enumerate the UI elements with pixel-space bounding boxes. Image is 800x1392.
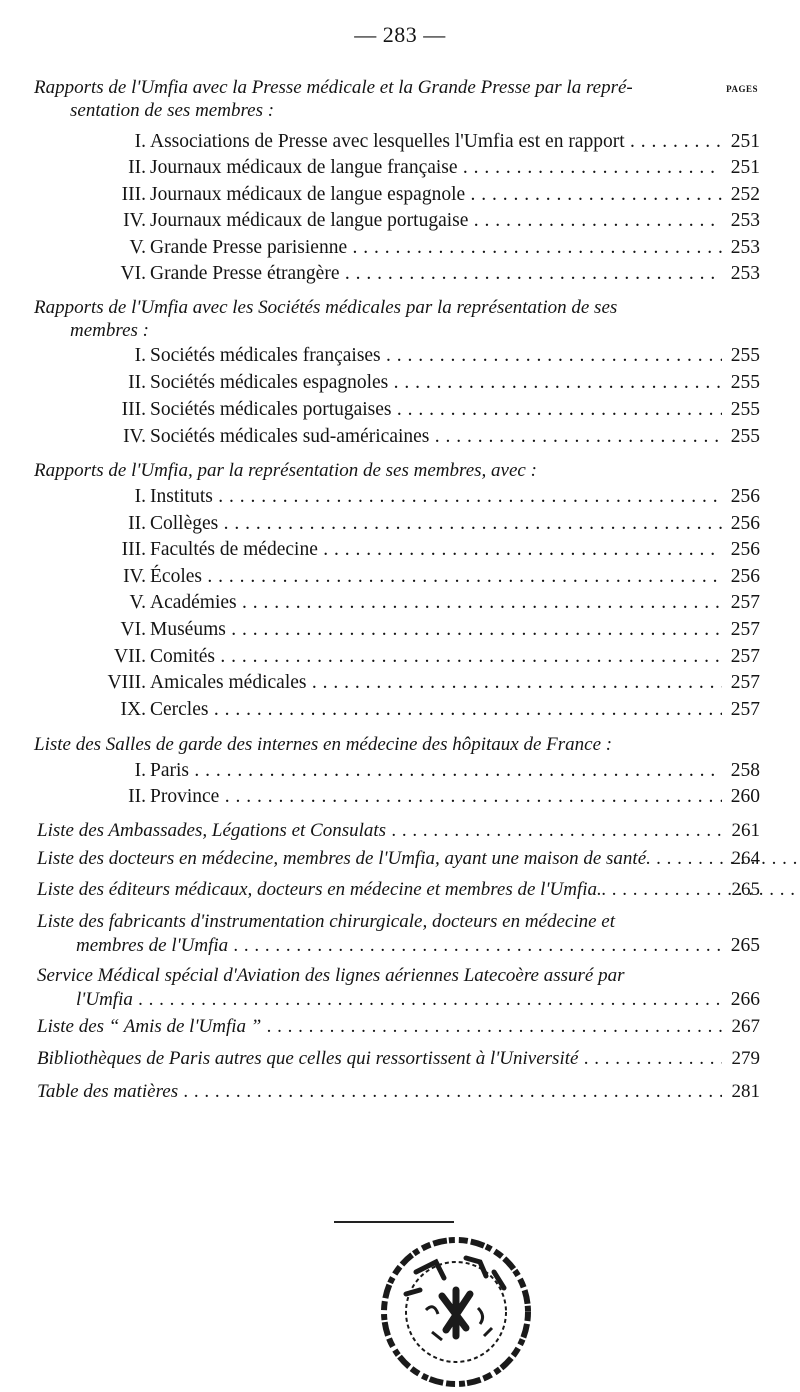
entry-label: Facultés de médecine . . . — [150, 537, 722, 563]
entry-label: Paris . . . — [150, 758, 722, 784]
entry-label: Service Médical spécial d'Aviation des lignes aériennes Latecoère assuré par — [37, 965, 625, 986]
toc-entry[interactable] — [0, 784, 800, 810]
entry-label: Bibliothèques de Paris autres que celles qui ressortissent à l'Université . . . — [37, 1046, 722, 1072]
entry-number: III. — [121, 399, 146, 420]
divider-rule — [334, 1221, 454, 1223]
toc-entry[interactable] — [0, 644, 800, 670]
toc-entry[interactable] — [0, 511, 800, 537]
entry-label: Écoles . . . — [150, 564, 722, 590]
section-heading-institutions — [34, 459, 714, 482]
entry-page: 260 — [730, 786, 760, 807]
entry-page: 257 — [730, 592, 760, 613]
entry-number: III. — [121, 184, 146, 205]
section-heading-line: Liste des Salles de garde des internes en médecine des hôpitaux de France : — [34, 734, 613, 755]
entry-label: Sociétés médicales sud-américaines . . . — [150, 424, 722, 450]
toc-entry[interactable] — [0, 1079, 800, 1105]
library-stamp — [376, 1232, 536, 1392]
entry-page: 279 — [731, 1048, 760, 1069]
section-heading-societes — [34, 296, 714, 342]
toc-entry[interactable] — [0, 617, 800, 643]
section-heading-presse — [34, 76, 714, 122]
toc-entry[interactable] — [0, 129, 800, 155]
entry-page: 265 — [730, 935, 760, 956]
toc-entry[interactable] — [0, 261, 800, 287]
toc-entry[interactable] — [0, 1046, 800, 1072]
entry-label: Sociétés médicales françaises . . . — [150, 343, 722, 369]
entry-page: 257 — [730, 646, 760, 667]
entry-label-continued: membres de l'Umfia . . . — [76, 934, 722, 958]
entry-label: Liste des Ambassades, Légations et Consulats . . . — [37, 818, 722, 844]
entry-number: III. — [121, 539, 146, 560]
entry-label-continued: l'Umfia . . . — [76, 988, 722, 1012]
section-heading-line: Rapports de l'Umfia avec la Presse médicale et la Grande Presse par la repré- — [34, 77, 633, 98]
entry-page: 257 — [730, 672, 760, 693]
entry-page: 265 — [731, 879, 760, 900]
entry-page: 264 — [731, 848, 760, 869]
entry-label: Liste des “ Amis de l'Umfia ” . . . — [37, 1014, 722, 1040]
page-number: — 283 — — [354, 22, 446, 47]
entry-label: Liste des fabricants d'instrumentation chirurgicale, docteurs en médecine et — [37, 911, 616, 932]
toc-entry[interactable] — [0, 564, 800, 590]
entry-page: 255 — [730, 426, 760, 447]
toc-entry[interactable] — [0, 182, 800, 208]
entry-label: Sociétés médicales portugaises . . . — [150, 397, 722, 423]
entry-page: 252 — [730, 184, 760, 205]
toc-entry[interactable] — [0, 235, 800, 261]
entry-page: 251 — [730, 157, 760, 178]
toc-entry[interactable] — [0, 537, 800, 563]
entry-page: 256 — [730, 566, 760, 587]
entry-number: I. — [134, 760, 146, 781]
entry-number: II. — [128, 372, 146, 393]
entry-number: V. — [129, 592, 146, 613]
entry-number: IV. — [123, 426, 146, 447]
entry-page: 281 — [731, 1081, 760, 1102]
entry-number: I. — [134, 345, 146, 366]
entry-page: 256 — [730, 486, 760, 507]
toc-entry[interactable] — [0, 208, 800, 234]
entry-page: 267 — [731, 1016, 760, 1037]
entry-label: Muséums . . . — [150, 617, 722, 643]
section-heading-line: Rapports de l'Umfia, par la représentation de ses membres, avec : — [34, 460, 537, 481]
entry-label: Comités . . . — [150, 644, 722, 670]
section-heading-line: sentation de ses membres : — [70, 100, 275, 121]
entry-label: Amicales médicales . . . — [150, 670, 722, 696]
section-heading-line: Rapports de l'Umfia avec les Sociétés médicales par la représentation de ses — [34, 297, 618, 318]
toc-entry[interactable] — [0, 670, 800, 696]
entry-number: IV. — [123, 566, 146, 587]
entry-label: Instituts . . . — [150, 484, 722, 510]
entry-page: 251 — [730, 131, 760, 152]
entry-page: 253 — [730, 263, 760, 284]
entry-label: Grande Presse étrangère . . . — [150, 261, 722, 287]
entry-label: Journaux médicaux de langue française . . . — [150, 155, 722, 181]
toc-entry[interactable] — [0, 155, 800, 181]
entry-label: Associations de Presse avec lesquelles l'Umfia est en rapport . . . — [150, 129, 722, 155]
entry-number: VI. — [120, 619, 146, 640]
entry-label: Province . . . — [150, 784, 722, 810]
toc-entry[interactable] — [0, 590, 800, 616]
toc-entry[interactable] — [0, 370, 800, 396]
toc-entry[interactable] — [0, 877, 800, 903]
entry-label: Journaux médicaux de langue portugaise . . . — [150, 208, 722, 234]
entry-page: 255 — [730, 372, 760, 393]
section-heading-line: membres : — [70, 320, 149, 341]
entry-page: 257 — [730, 619, 760, 640]
toc-entry[interactable] — [0, 424, 800, 450]
entry-label: Liste des docteurs en médecine, membres de l'Umfia, ayant une maison de santé. . . . — [37, 846, 722, 872]
entry-page: 266 — [730, 989, 760, 1010]
entry-number: II. — [128, 157, 146, 178]
entry-number: I. — [134, 131, 146, 152]
entry-page: 256 — [730, 539, 760, 560]
entry-label: Académies . . . — [150, 590, 722, 616]
entry-page: 253 — [730, 237, 760, 258]
toc-entry[interactable] — [0, 910, 800, 960]
entry-label: Sociétés médicales espagnoles . . . — [150, 370, 722, 396]
toc-entry[interactable] — [0, 397, 800, 423]
entry-label: Grande Presse parisienne . . . — [150, 235, 722, 261]
entry-label: Liste des éditeurs médicaux, docteurs en médecine et membres de l'Umfia.. . . . — [37, 877, 722, 903]
entry-label: Table des matières . . . — [37, 1079, 722, 1105]
entry-page: 261 — [731, 820, 760, 841]
toc-entry[interactable] — [0, 964, 800, 1014]
toc-entry[interactable] — [0, 758, 800, 784]
entry-label: Journaux médicaux de langue espagnole . . . — [150, 182, 722, 208]
toc-entry[interactable] — [0, 484, 800, 510]
entry-number: V. — [129, 237, 146, 258]
toc-entry[interactable] — [0, 1014, 800, 1040]
pages-column-label: PAGES — [726, 84, 758, 94]
entry-number: IV. — [123, 210, 146, 231]
entry-page: 258 — [730, 760, 760, 781]
entry-number: IX. — [120, 699, 146, 720]
entry-label: Collèges . . . — [150, 511, 722, 537]
entry-page: 257 — [730, 699, 760, 720]
entry-number: VII. — [114, 646, 146, 667]
entry-page: 255 — [730, 399, 760, 420]
toc-entry[interactable] — [0, 818, 800, 844]
section-heading-salles-de-garde — [34, 733, 714, 756]
toc-entry[interactable] — [0, 343, 800, 369]
entry-number: I. — [134, 486, 146, 507]
entry-page: 253 — [730, 210, 760, 231]
toc-entry[interactable] — [0, 846, 800, 872]
entry-number: VI. — [120, 263, 146, 284]
entry-number: II. — [128, 786, 146, 807]
entry-page: 256 — [730, 513, 760, 534]
entry-number: II. — [128, 513, 146, 534]
entry-number: VIII. — [107, 672, 146, 693]
toc-entry[interactable] — [0, 697, 800, 723]
entry-label: Cercles . . . — [150, 697, 722, 723]
entry-page: 255 — [730, 345, 760, 366]
